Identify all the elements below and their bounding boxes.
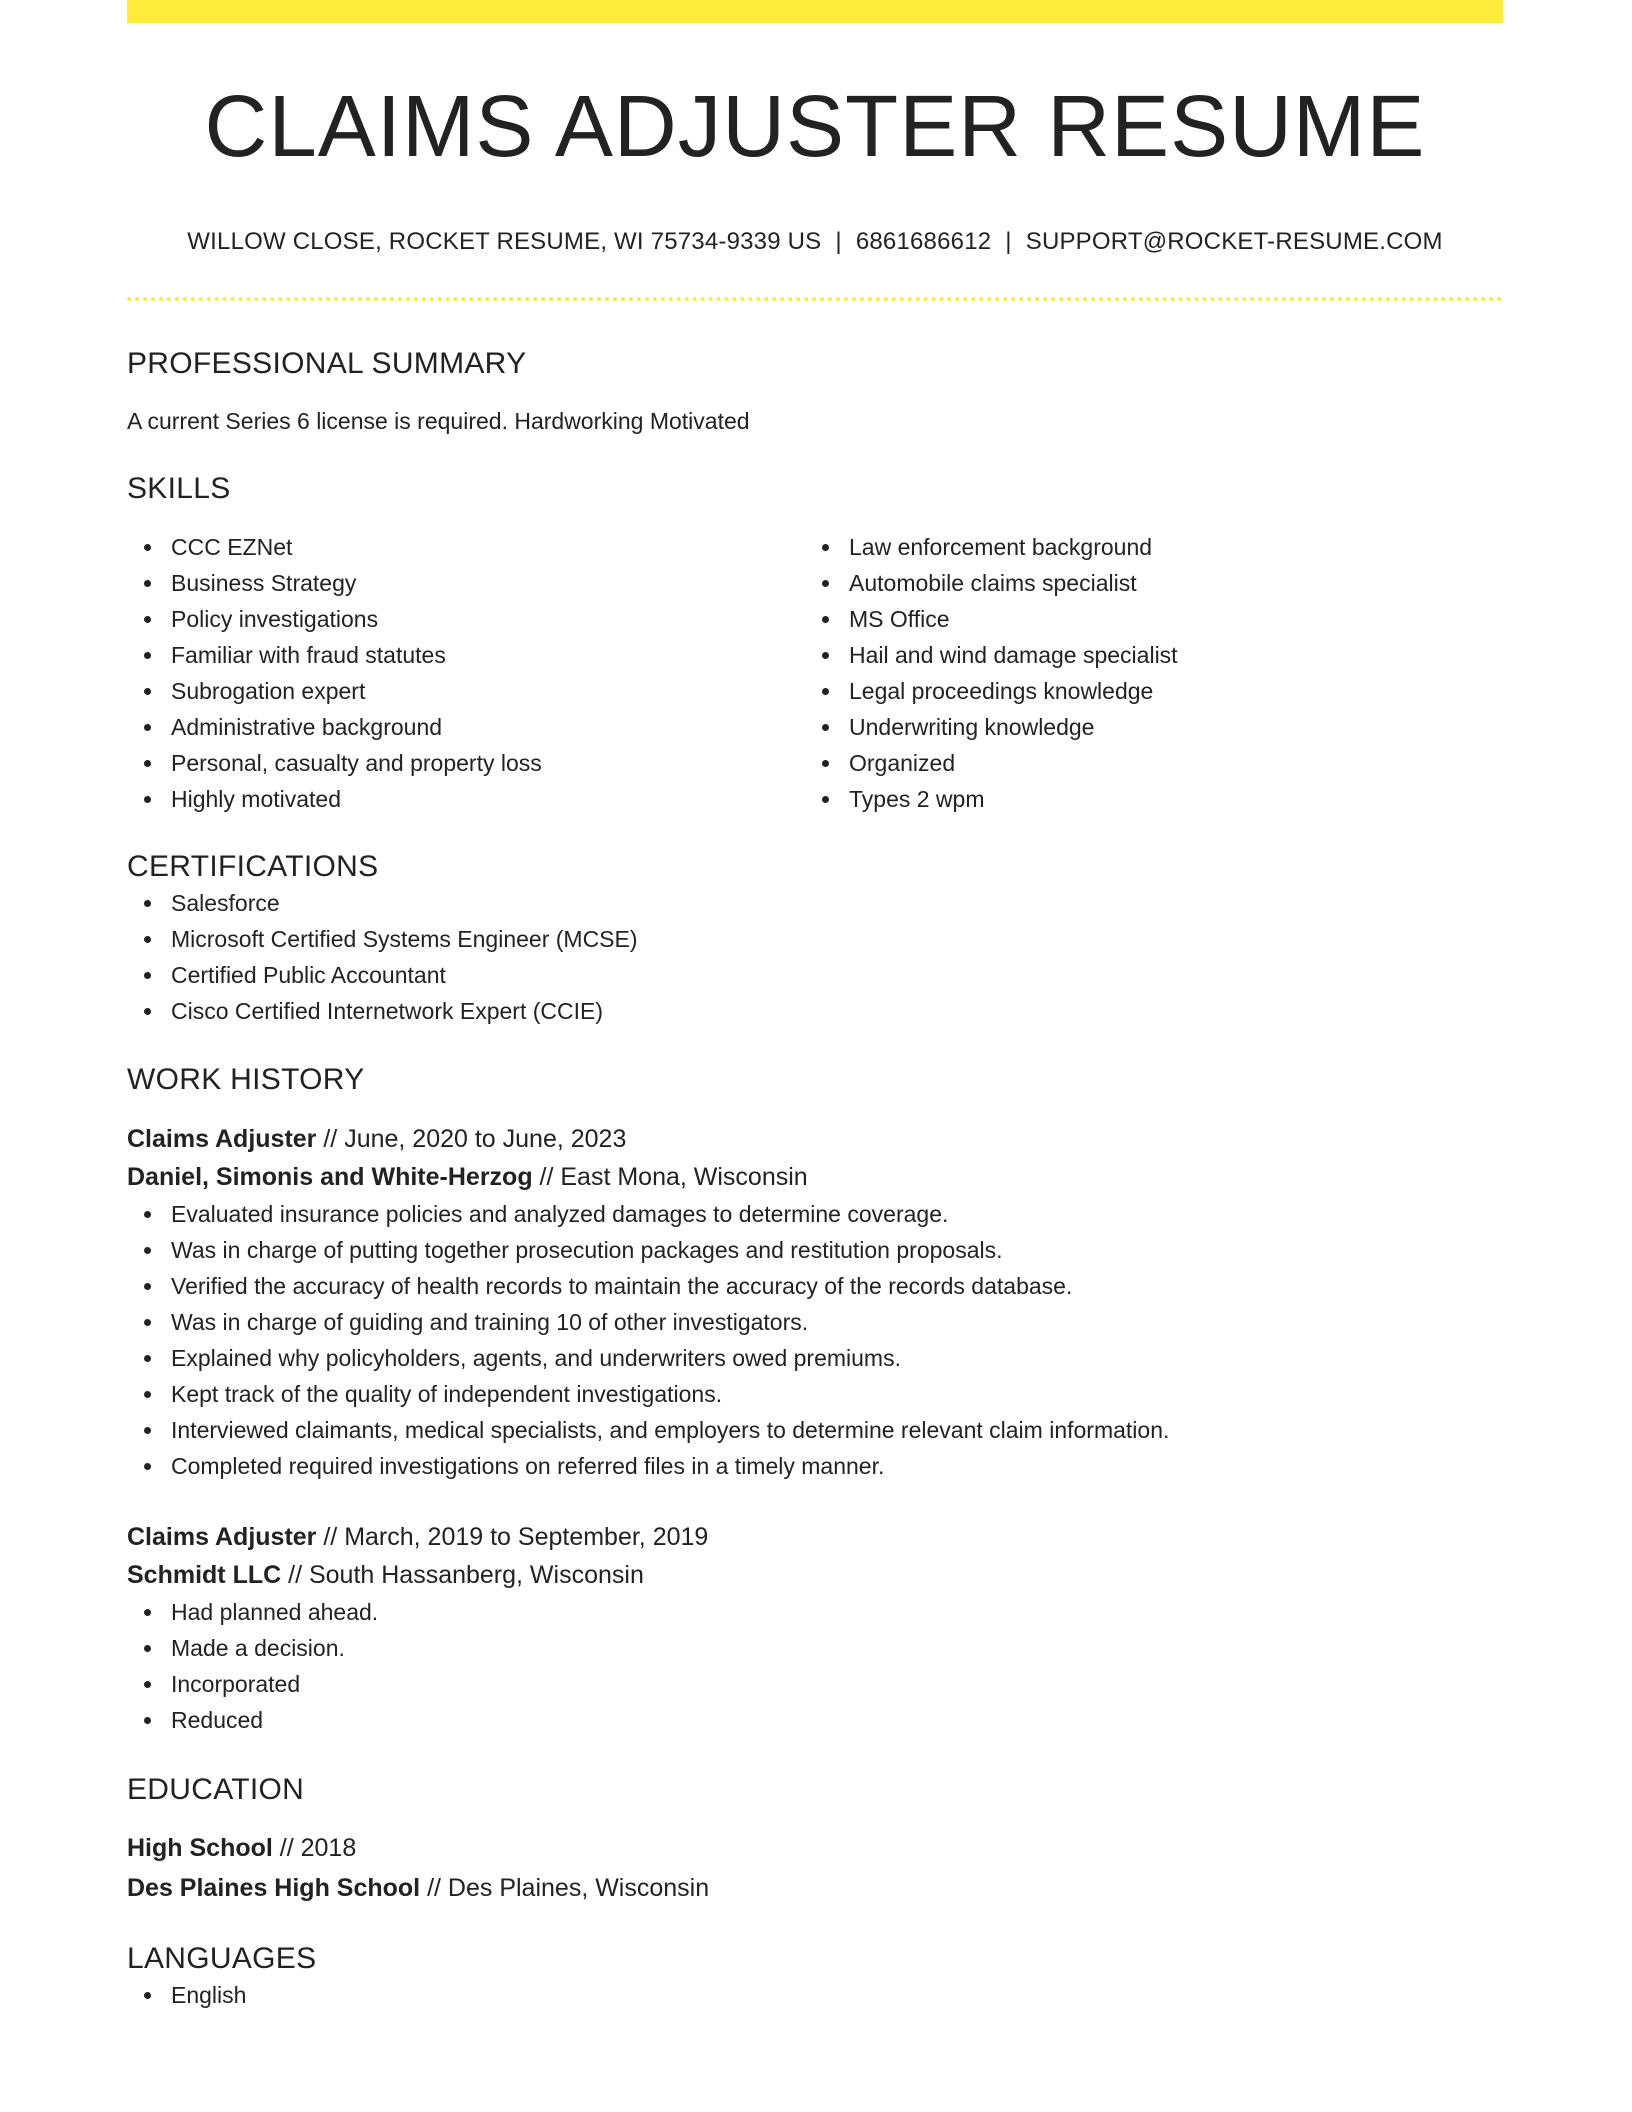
- work-history-heading: WORK HISTORY: [127, 1063, 365, 1097]
- skill-item: Legal proceedings knowledge: [805, 673, 1483, 709]
- languages-list: [127, 1977, 1503, 2013]
- certification-item: Salesforce: [127, 885, 1503, 921]
- skill-item: Familiar with fraud statutes: [127, 637, 805, 673]
- job-duty: Was in charge of putting together prosecution packages and restitution proposals.: [127, 1232, 1503, 1268]
- skill-item: Types 2 wpm: [805, 781, 1483, 817]
- education-year: // 2018: [272, 1834, 357, 1863]
- summary-text: A current Series 6 license is required. Hardworking Motivated: [127, 408, 750, 435]
- job-duty: Reduced: [127, 1702, 1503, 1738]
- contact-separator: |: [835, 228, 842, 256]
- skill-item: MS Office: [805, 601, 1483, 637]
- skill-item: Personal, casualty and property loss: [127, 745, 805, 781]
- contact-line: [127, 228, 1503, 257]
- resume-title: CLAIMS ADJUSTER RESUME: [204, 78, 1426, 175]
- contact-address: WILLOW CLOSE, ROCKET RESUME, WI 75734-9339 US: [187, 228, 822, 256]
- job-duty: Had planned ahead.: [127, 1594, 1503, 1630]
- education-entry: [127, 1828, 1503, 1908]
- job-title-line: [127, 1120, 1503, 1158]
- job-title: Claims Adjuster: [127, 1523, 317, 1552]
- certifications-heading: CERTIFICATIONS: [127, 850, 379, 884]
- skills-heading: SKILLS: [127, 472, 231, 506]
- contact-phone: 6861686612: [855, 228, 992, 256]
- skill-item: Policy investigations: [127, 601, 805, 637]
- education-school-line: [127, 1868, 1503, 1908]
- dotted-divider: [127, 297, 1503, 301]
- summary-heading: PROFESSIONAL SUMMARY: [127, 347, 527, 381]
- skill-item: Business Strategy: [127, 565, 805, 601]
- job-duty: Incorporated: [127, 1666, 1503, 1702]
- certification-item: Cisco Certified Internetwork Expert (CCIE): [127, 993, 1503, 1029]
- job-company: Schmidt LLC: [127, 1561, 282, 1590]
- skill-item: Underwriting knowledge: [805, 709, 1483, 745]
- job-title-line: [127, 1518, 1503, 1556]
- contact-email: SUPPORT@ROCKET-RESUME.COM: [1025, 228, 1443, 256]
- job-duty: Interviewed claimants, medical specialists, and employers to determine relevant claim information.: [127, 1412, 1503, 1448]
- job-duties-list: [127, 1196, 1503, 1484]
- job-dates: // March, 2019 to September, 2019: [316, 1523, 709, 1552]
- skill-item: Organized: [805, 745, 1483, 781]
- job-dates: // June, 2020 to June, 2023: [316, 1125, 627, 1154]
- job-location: // East Mona, Wisconsin: [532, 1163, 808, 1192]
- job-duty: Was in charge of guiding and training 10 of other investigators.: [127, 1304, 1503, 1340]
- job-duty: Verified the accuracy of health records to maintain the accuracy of the records database.: [127, 1268, 1503, 1304]
- job-duties-list: [127, 1594, 1503, 1738]
- job-location: // South Hassanberg, Wisconsin: [281, 1561, 644, 1590]
- accent-bar: [127, 0, 1503, 23]
- skills-list-right: [805, 529, 1483, 817]
- education-school: Des Plaines High School: [127, 1874, 421, 1903]
- job-company: Daniel, Simonis and White-Herzog: [127, 1163, 533, 1192]
- job-company-line: [127, 1158, 1503, 1196]
- education-degree-line: [127, 1828, 1503, 1868]
- skill-item: Law enforcement background: [805, 529, 1483, 565]
- job-duty: Explained why policyholders, agents, and underwriters owed premiums.: [127, 1340, 1503, 1376]
- job-duty: Made a decision.: [127, 1630, 1503, 1666]
- certification-item: Microsoft Certified Systems Engineer (MCSE): [127, 921, 1503, 957]
- job-entry: [127, 1518, 1503, 1738]
- language-item: English: [127, 1977, 1503, 2013]
- skill-item: Administrative background: [127, 709, 805, 745]
- certification-item: Certified Public Accountant: [127, 957, 1503, 993]
- skill-item: Highly motivated: [127, 781, 805, 817]
- education-location: // Des Plaines, Wisconsin: [420, 1874, 710, 1903]
- job-title: Claims Adjuster: [127, 1125, 317, 1154]
- skill-item: Automobile claims specialist: [805, 565, 1483, 601]
- skill-item: Subrogation expert: [127, 673, 805, 709]
- skills-list-left: [127, 529, 805, 817]
- job-duty: Completed required investigations on referred files in a timely manner.: [127, 1448, 1503, 1484]
- contact-separator: |: [1005, 228, 1012, 256]
- languages-heading: LANGUAGES: [127, 1942, 317, 1976]
- resume-page: [127, 0, 1503, 2013]
- skills-columns: [127, 529, 1503, 817]
- certifications-list: [127, 885, 1503, 1029]
- job-entry: [127, 1120, 1503, 1484]
- skill-item: Hail and wind damage specialist: [805, 637, 1483, 673]
- job-company-line: [127, 1556, 1503, 1594]
- job-duty: Evaluated insurance policies and analyzed damages to determine coverage.: [127, 1196, 1503, 1232]
- education-degree: High School: [127, 1834, 273, 1863]
- job-duty: Kept track of the quality of independent investigations.: [127, 1376, 1503, 1412]
- skill-item: CCC EZNet: [127, 529, 805, 565]
- education-heading: EDUCATION: [127, 1773, 305, 1807]
